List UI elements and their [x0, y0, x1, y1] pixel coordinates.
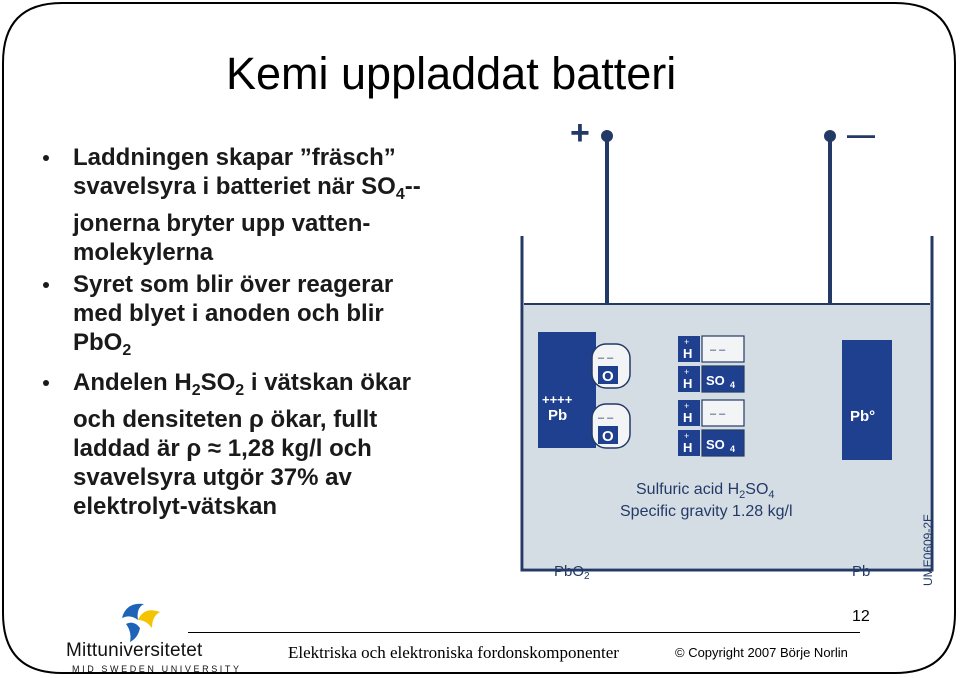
- svg-text:– –: – –: [598, 352, 614, 364]
- electrolyte-label: Sulfuric acid $H_2SO_4$: [636, 481, 775, 501]
- footer-divider: [188, 632, 860, 633]
- bullet-line: jonerna bryter upp vatten-: [73, 210, 371, 237]
- bullet-dot-icon: [43, 380, 49, 386]
- bullet-line: och densiteten ρ ökar, fullt: [73, 406, 378, 433]
- pb-label: Pb: [852, 563, 871, 580]
- copyright: © Copyright 2007 Börje Norlin: [675, 645, 848, 660]
- svg-text:+: +: [684, 367, 690, 377]
- bullet-list: [40, 143, 510, 524]
- svg-text:O: O: [602, 368, 614, 385]
- bullet-line: Syret som blir över reagerar: [73, 271, 394, 298]
- svg-text:– –: – –: [710, 408, 726, 420]
- pbo2-label: PbO$_2$: [554, 563, 590, 582]
- anode-charge: ++++: [542, 392, 573, 407]
- course-name: Elektriska och elektroniska fordonskomponenter: [288, 643, 619, 662]
- bullet-item-3: [40, 368, 510, 521]
- figure-code: UME0609-2E: [921, 513, 935, 586]
- battery-diagram: [512, 118, 942, 593]
- university-name: Mittuniversitetet: [66, 640, 203, 661]
- university-logo-icon: [116, 598, 164, 644]
- university-tagline: MID SWEDEN UNIVERSITY: [72, 664, 242, 674]
- bullet-line: svavelsyra utgör 37% av: [73, 464, 352, 491]
- bullet-item-1: [40, 143, 510, 267]
- svg-text:+: +: [684, 431, 690, 441]
- svg-text:H: H: [683, 346, 693, 361]
- anode-label: Pb: [548, 407, 568, 424]
- bullet-line: laddad är ρ ≈ 1,28 kg/l och: [73, 435, 372, 462]
- bullet-line: svavelsyra i batteriet när $SO_4--$: [73, 173, 421, 203]
- bullet-line: med blyet i anoden och blir: [73, 300, 384, 327]
- specific-gravity-label: Specific gravity 1.28 kg/l: [620, 503, 793, 520]
- svg-text:– –: – –: [598, 412, 614, 424]
- svg-text:4: 4: [730, 380, 736, 390]
- bullet-line: Laddningen skapar ”fräsch”: [73, 144, 396, 171]
- bullet-line: PbO$_2$: [73, 329, 132, 359]
- bullet-dot-icon: [43, 282, 49, 288]
- bullet-line: elektrolyt-vätskan: [73, 493, 278, 520]
- anode-plate: [538, 332, 596, 448]
- svg-text:4: 4: [730, 444, 736, 454]
- svg-text:– –: – –: [710, 344, 726, 356]
- svg-text:H: H: [683, 376, 693, 391]
- bullet-item-2: [40, 270, 510, 365]
- cathode-plate: [842, 340, 892, 460]
- bullet-line: Andelen $H_2SO_2$ i vätskan ökar: [73, 369, 411, 399]
- cathode-label: Pb°: [850, 408, 876, 425]
- bullet-dot-icon: [43, 155, 49, 161]
- bullet-line: molekylerna: [73, 239, 214, 266]
- svg-text:O: O: [602, 428, 614, 445]
- svg-text:H: H: [683, 410, 693, 425]
- slide-title: Kemi uppladdat batteri: [226, 48, 677, 99]
- svg-text:H: H: [683, 440, 693, 455]
- svg-text:+: +: [684, 337, 690, 347]
- svg-text:+: +: [684, 401, 690, 411]
- positive-terminal-label: +: [570, 118, 590, 152]
- svg-text:SO: SO: [706, 373, 725, 388]
- negative-terminal-label: —: [847, 119, 875, 150]
- page-number: 12: [852, 608, 870, 625]
- svg-text:SO: SO: [706, 437, 725, 452]
